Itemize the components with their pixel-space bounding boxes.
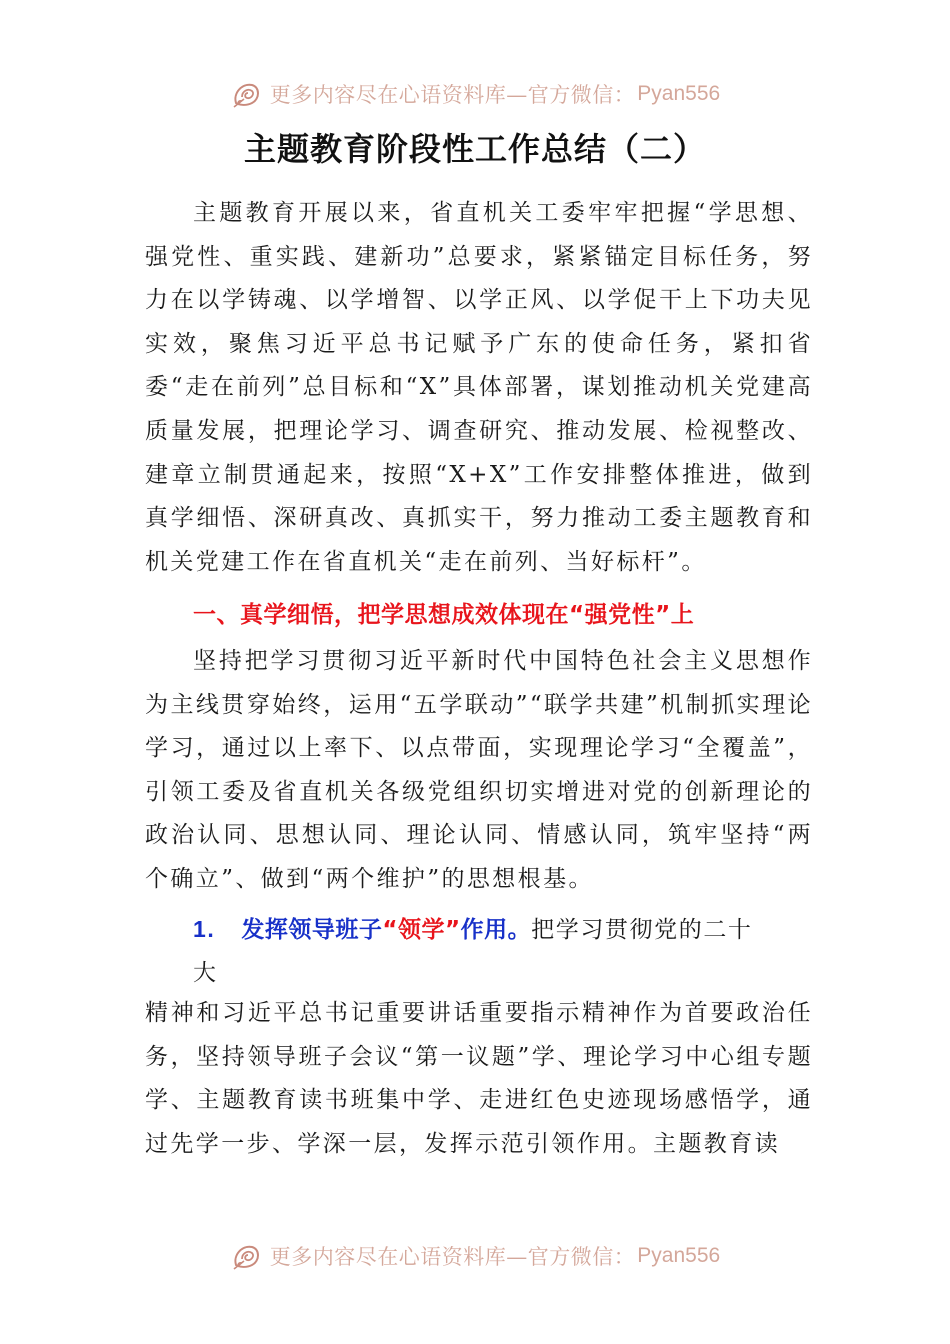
section-1-heading: 一、真学细悟，把学思想成效体现在“强党性”上 xyxy=(193,602,695,628)
item-1-wrap-text: 大 xyxy=(193,960,216,986)
banner-wechat-id: Pyan556 xyxy=(637,82,721,105)
banner-text: 更多内容尽在心语资料库—官方微信： xyxy=(269,1245,636,1269)
item-1-heading-line xyxy=(193,908,833,953)
rose-logo-icon xyxy=(230,77,264,111)
rose-logo-icon xyxy=(230,1239,264,1273)
item-1-lead-text: 把学习贯彻党的二十 xyxy=(531,917,753,943)
item-1-paragraph: 精神和习近平总书记重要讲话重要指示精神作为首要政治任务，坚持领导班子会议“第一议题”学、理论学习中心组专题学、主题教育读书班集中学、走进红色史迹现场感悟学，通过先学一步、学深一层，发挥示范引领作用。主题教育读 xyxy=(145,1000,813,1157)
section-1-paragraph: 坚持把学习贯彻习近平新时代中国特色社会主义思想作为主线贯穿始终，运用“五学联动”“联学共建”机制抓实理论学习，通过以上率下、以点带面，实现理论学习“全覆盖”，引领工委及省直机关各级党组织切实增进对党的创新理论的政治认同、思想认同、理论认同、情感认同，筑牢坚持“两个确立”、做到“两个维护”的思想根基。 xyxy=(145,648,813,892)
header-banner[interactable] xyxy=(0,74,950,114)
item-1-heading-pre: 发挥领导班子 xyxy=(241,917,383,943)
page-title: 主题教育阶段性工作总结（二） xyxy=(243,130,706,168)
item-1-number: 1. xyxy=(193,916,216,942)
footer-banner[interactable] xyxy=(0,1236,950,1276)
item-1-heading-quote: “领学” xyxy=(382,917,461,943)
intro-paragraph: 主题教育开展以来，省直机关工委牢牢把握“学思想、强党性、重实践、建新功”总要求，紧紧锚定目标任务，努力在以学铸魂、以学增智、以学正风、以学促干上下功夫见实效，聚焦习近平总书记赋予广东的使命任务，紧扣省委“走在前列”总目标和“X”具体部署，谋划推动机关党建高质量发展，把理论学习、调查研究、推动发展、检视整改、建章立制贯通起来，按照“X+X”工作安排整体推进，做到真学细悟、深研真改、真抓实干，努力推动工委主题教育和机关党建工作在省直机关“走在前列、当好标杆”。 xyxy=(145,200,813,575)
item-1-heading-post: 作用。 xyxy=(460,917,532,943)
banner-wechat-id: Pyan556 xyxy=(637,1244,721,1267)
banner-text: 更多内容尽在心语资料库—官方微信： xyxy=(269,83,636,107)
